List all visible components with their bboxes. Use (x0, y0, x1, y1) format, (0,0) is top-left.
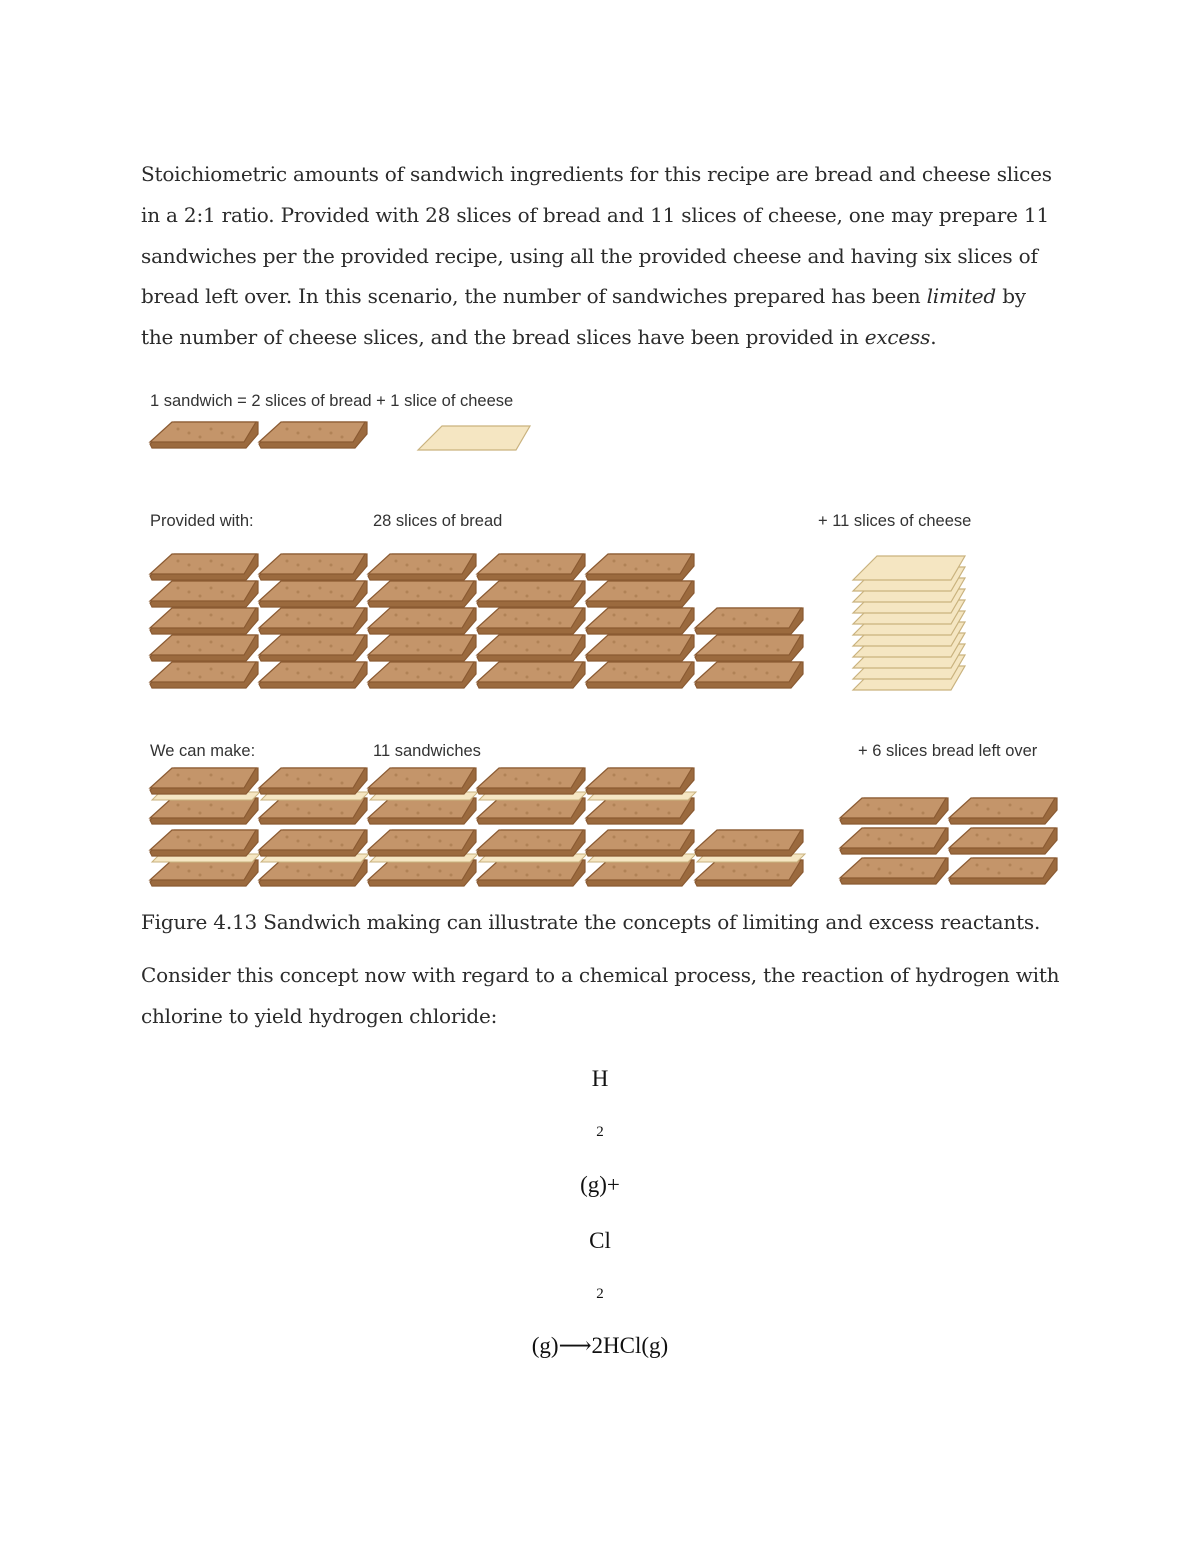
bread-slice-18 (477, 608, 585, 634)
sandwich-7-bottom (477, 860, 585, 886)
cheese-slice-11 (853, 556, 965, 580)
intro-text-1: Stoichiometric amounts of sandwich ingredients for this recipe are bread and cheese slices in a 2:1 ratio. Provided with 28 slices of bread and 11 slices of cheese, one may prepare 11 sandwiches per the provided recipe, using all the provided cheese and having six slices of bread left over. In this scenario, the number of sandwiches prepared has been (141, 162, 1052, 309)
bread-slice-8 (259, 608, 367, 634)
bread-slice-4 (150, 581, 258, 607)
sandwich-3-bottom (259, 860, 367, 886)
sandwich-figure (0, 380, 1200, 900)
bread-slice-9 (259, 581, 367, 607)
provided-label: Provided with: (150, 512, 254, 530)
sandwich-illustration (0, 380, 1200, 900)
recipe-label: 1 sandwich = 2 slices of bread + 1 slice of cheese (150, 392, 514, 410)
make-label: We can make: (150, 742, 256, 760)
recipe-bread-1 (150, 422, 258, 448)
bread-slice-21 (586, 662, 694, 688)
leftover-bread-4 (949, 858, 1057, 884)
bread-count-label: 28 slices of bread (373, 512, 503, 530)
leftover-label: + 6 slices bread left over (858, 742, 1038, 760)
sandwich-4-top (259, 768, 367, 794)
sandwich-4-bottom (259, 798, 367, 824)
sandwich-10-top (586, 768, 694, 794)
sandwiches-label: 11 sandwiches (373, 742, 481, 760)
sandwich-11-bottom (695, 860, 803, 886)
bread-slice-12 (368, 635, 476, 661)
intro-text-3: . (930, 325, 937, 350)
bread-slice-22 (586, 635, 694, 661)
sandwich-5-top (368, 830, 476, 856)
bread-slice-7 (259, 635, 367, 661)
bread-slice-3 (150, 608, 258, 634)
sandwich-6-bottom (368, 798, 476, 824)
sandwich-7-top (477, 830, 585, 856)
bread-slice-28 (695, 608, 803, 634)
bread-slice-25 (586, 554, 694, 580)
bread-slice-14 (368, 581, 476, 607)
limited-word: limited (926, 284, 997, 309)
bread-slice-20 (477, 554, 585, 580)
bread-slice-23 (586, 608, 694, 634)
equation-product: (g)⟶2HCl(g) (531, 1333, 669, 1358)
leftover-bread-2 (840, 828, 948, 854)
bread-slice-19 (477, 581, 585, 607)
equation-sub-2b: 2 (596, 1286, 604, 1302)
intro-text-2: by the number of cheese slices, and the bread slices have been provided in (141, 284, 1026, 350)
bread-slice-5 (150, 554, 258, 580)
sandwich-8-top (477, 768, 585, 794)
sandwich-5-bottom (368, 860, 476, 886)
sandwich-1-bottom (150, 860, 258, 886)
figure-caption: Figure 4.13 Sandwich making can illustrate the concepts of limiting and excess reactants. (141, 910, 1041, 934)
sandwich-10-bottom (586, 798, 694, 824)
equation-g-plus: (g)+ (580, 1172, 620, 1197)
leftover-bread-6 (949, 798, 1057, 824)
leftover-bread-3 (840, 798, 948, 824)
bread-slice-13 (368, 608, 476, 634)
leftover-bread-5 (949, 828, 1057, 854)
bread-slice-24 (586, 581, 694, 607)
bread-slice-1 (150, 662, 258, 688)
equation-cl: Cl (589, 1228, 611, 1253)
intro-paragraph (141, 154, 1061, 358)
bread-slice-10 (259, 554, 367, 580)
bread-slice-17 (477, 635, 585, 661)
sandwich-2-bottom (150, 798, 258, 824)
bread-slice-16 (477, 662, 585, 688)
equation-sub-2a: 2 (596, 1124, 604, 1140)
bread-slice-6 (259, 662, 367, 688)
sandwich-2-top (150, 768, 258, 794)
excess-word: excess (864, 325, 931, 350)
bread-slice-15 (368, 554, 476, 580)
sandwich-8-bottom (477, 798, 585, 824)
equation-h: H (591, 1066, 609, 1091)
sandwich-9-bottom (586, 860, 694, 886)
recipe-cheese (418, 426, 530, 450)
bread-slice-11 (368, 662, 476, 688)
sandwich-11-top (695, 830, 803, 856)
bread-slice-2 (150, 635, 258, 661)
bread-slice-26 (695, 662, 803, 688)
cheese-count-label: + 11 slices of cheese (818, 512, 972, 530)
recipe-bread-2 (259, 422, 367, 448)
bread-slice-27 (695, 635, 803, 661)
sandwich-9-top (586, 830, 694, 856)
sandwich-1-top (150, 830, 258, 856)
sandwich-3-top (259, 830, 367, 856)
consider-paragraph: Consider this concept now with regard to a chemical process, the reaction of hydrogen with chlorine to yield hydrogen chloride: (141, 963, 1060, 1028)
sandwich-6-top (368, 768, 476, 794)
leftover-bread-1 (840, 858, 948, 884)
